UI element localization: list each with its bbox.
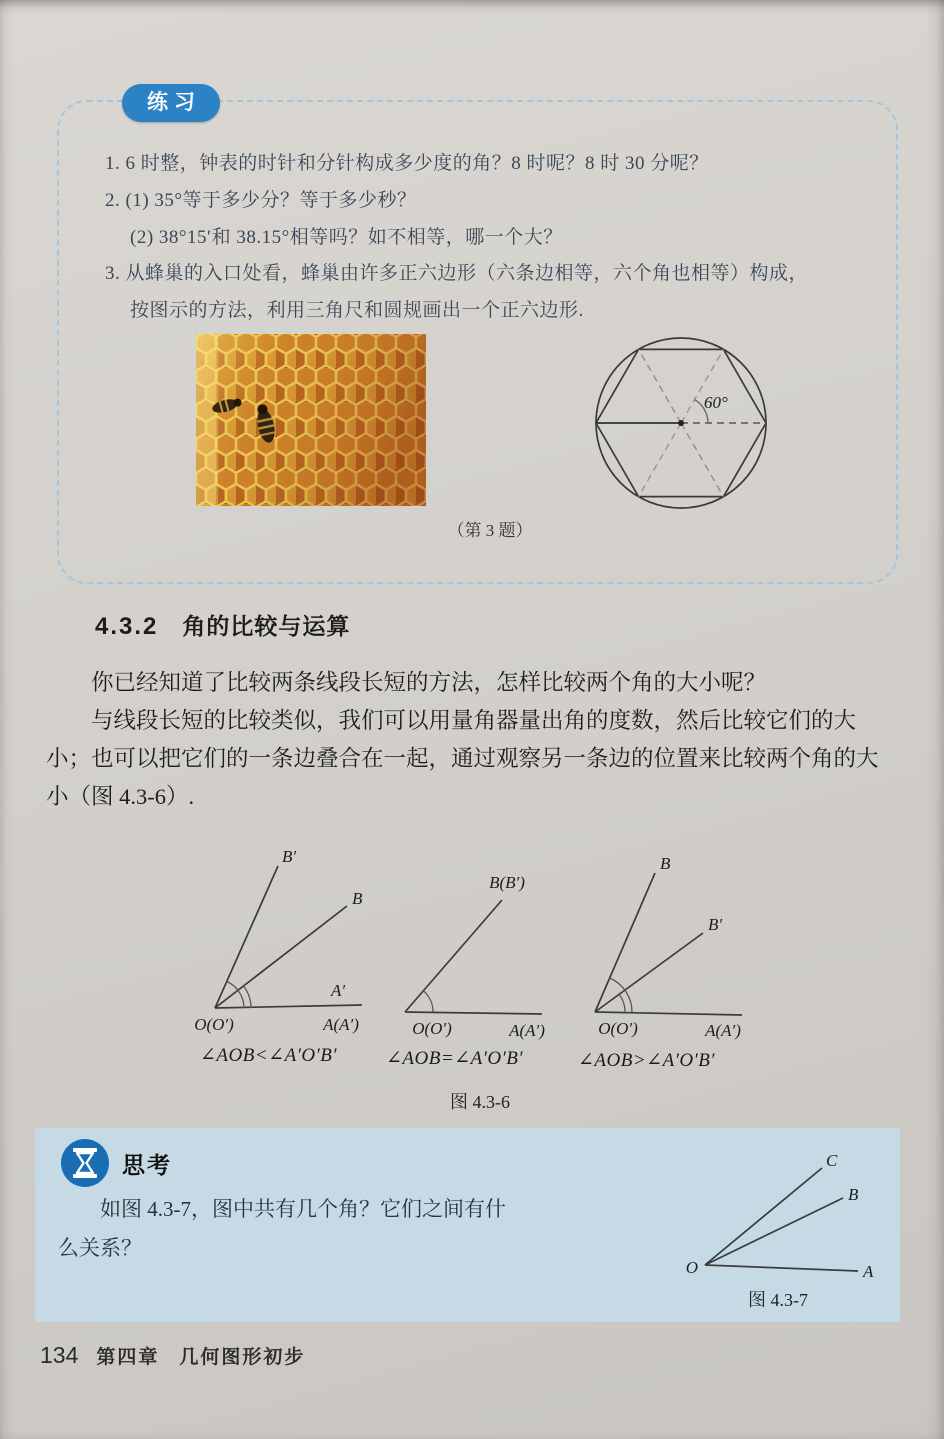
label-a: A(A′) bbox=[705, 1021, 741, 1040]
angle-diagram-less-than bbox=[148, 840, 388, 1040]
label-b: B bbox=[660, 854, 671, 873]
angle-diagram-greater-than bbox=[578, 840, 788, 1050]
body-text bbox=[46, 664, 896, 816]
label-o: O bbox=[685, 1258, 698, 1277]
label-o: O(O′) bbox=[598, 1019, 638, 1038]
label-a: A(A′) bbox=[509, 1021, 545, 1040]
section-heading bbox=[95, 608, 350, 641]
figure-437-diagram bbox=[678, 1138, 898, 1283]
formula-equal: ∠AOB=∠A′O′B′ bbox=[386, 1048, 523, 1069]
formula-greater-than: ∠AOB>∠A′O′B′ bbox=[578, 1050, 715, 1071]
label-o: O(O′) bbox=[194, 1015, 234, 1034]
section-title: 角的比较与运算 bbox=[182, 613, 351, 639]
label-c: C bbox=[826, 1151, 838, 1170]
label-b: B bbox=[848, 1185, 859, 1204]
paragraph-2: 与线段长短的比较类似，我们可以用量角器量出角的度数，然后比较它们的大小；也可以把它们的一条边叠合在一起，通过观察另一条边的位置来比较两个角的大小（图 4.3-6）. bbox=[46, 708, 879, 809]
chapter-title: 几何图形初步 bbox=[179, 1347, 306, 1368]
hexagon-circle-figure bbox=[588, 328, 778, 518]
label-o: O(O′) bbox=[412, 1019, 452, 1038]
section-number: 4.3.2 bbox=[95, 613, 159, 640]
paragraph-1: 你已经知道了比较两条线段长短的方法，怎样比较两个角的大小呢？ bbox=[91, 670, 767, 695]
think-question: 如图 4.3-7，图中共有几个角？它们之间有什么关系？ bbox=[58, 1197, 506, 1260]
formula-less-than: ∠AOB<∠A′O′B′ bbox=[200, 1045, 337, 1066]
exercise-item-2b: (2) 38°15′和 38.15°相等吗？如不相等，哪一个大？ bbox=[130, 227, 563, 248]
label-b: B bbox=[352, 889, 363, 908]
figure-436-caption: 图 4.3-6 bbox=[450, 1092, 510, 1112]
exercise-item-3: 3. 从蜂巢的入口处看，蜂巢由许多正六边形（六条边相等，六个角也相等）构成， bbox=[105, 263, 809, 284]
angle-diagram-equal bbox=[388, 842, 558, 1042]
label-b-prime: B′ bbox=[282, 847, 297, 866]
label-a-prime: A′ bbox=[330, 981, 346, 1000]
honeycomb-photo bbox=[196, 334, 426, 506]
exercise-item-2: 2. (1) 35°等于多少分？等于多少秒？ bbox=[105, 190, 417, 211]
label-b: B(B′) bbox=[489, 873, 525, 892]
practice-badge: 练习 bbox=[122, 84, 220, 122]
angle-60-label: 60° bbox=[704, 393, 728, 412]
label-b-prime: B′ bbox=[708, 915, 723, 934]
exercise-item-1: 1. 6 时整，钟表的时针和分针构成多少度的角？8 时呢？8 时 30 分呢？ bbox=[105, 153, 709, 174]
label-a: A(A′) bbox=[323, 1015, 359, 1034]
figure-437-caption: 图 4.3-7 bbox=[748, 1290, 808, 1310]
page-footer bbox=[40, 1342, 305, 1369]
page-number: 134 bbox=[40, 1342, 79, 1368]
think-title: 思考 bbox=[122, 1152, 172, 1178]
label-a: A bbox=[863, 1262, 874, 1281]
problem3-figure-caption: （第 3 题） bbox=[447, 521, 533, 540]
exercise-item-3b: 按图示的方法，利用三角尺和圆规画出一个正六边形. bbox=[130, 300, 584, 321]
chapter-label: 第四章 bbox=[96, 1347, 160, 1368]
hourglass-icon bbox=[58, 1136, 112, 1190]
